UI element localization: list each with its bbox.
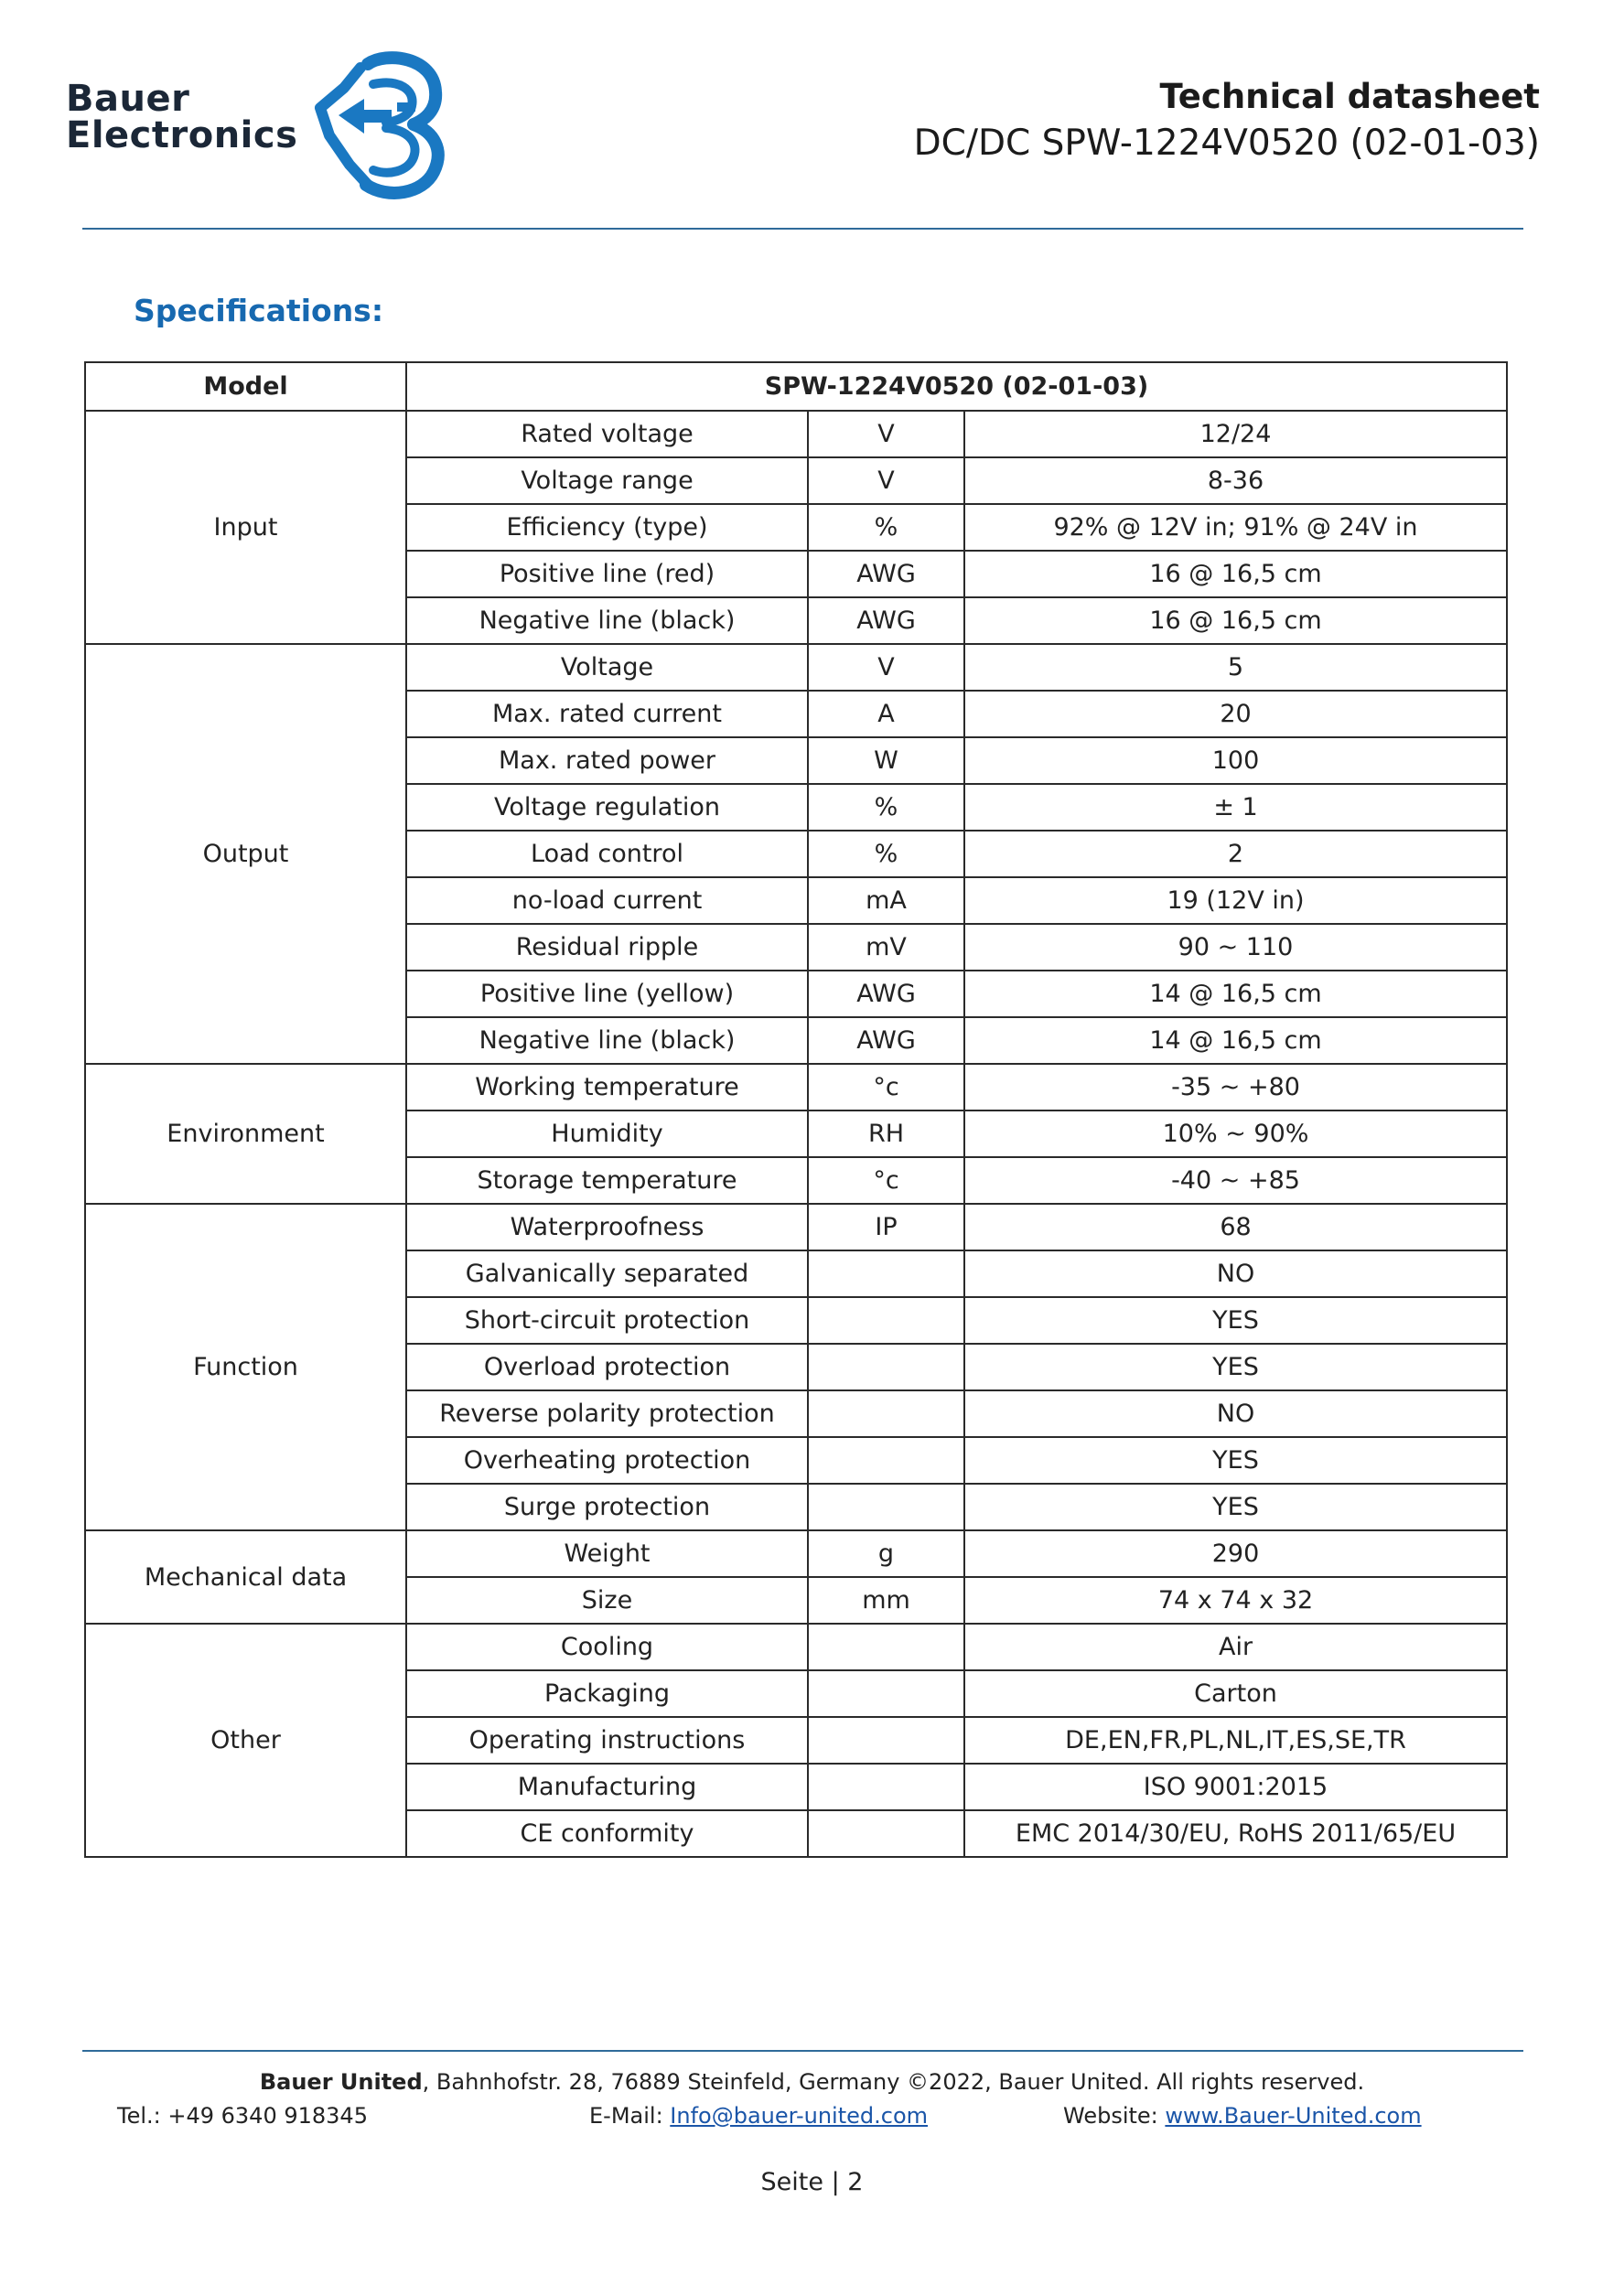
unit-cell (808, 1344, 964, 1390)
parameter-cell: Residual ripple (406, 924, 808, 971)
parameter-cell: Load control (406, 831, 808, 877)
parameter-cell: Short-circuit protection (406, 1297, 808, 1344)
group-cell: Environment (85, 1064, 406, 1204)
value-cell: 14 @ 16,5 cm (964, 1017, 1507, 1064)
unit-cell: % (808, 831, 964, 877)
value-cell: ISO 9001:2015 (964, 1764, 1507, 1810)
value-cell: 16 @ 16,5 cm (964, 597, 1507, 644)
logo-wordmark (66, 80, 297, 154)
parameter-cell: Overheating protection (406, 1437, 808, 1484)
value-cell: -40 ~ +85 (964, 1157, 1507, 1204)
value-cell: YES (964, 1484, 1507, 1530)
value-cell: 74 x 74 x 32 (964, 1577, 1507, 1624)
parameter-cell: no-load current (406, 877, 808, 924)
value-cell: Air (964, 1624, 1507, 1670)
company-logo (66, 48, 450, 203)
table-row (85, 1624, 1507, 1670)
parameter-cell: Voltage regulation (406, 784, 808, 831)
footer-telephone: Tel.: +49 6340 918345 (117, 2103, 368, 2129)
unit-cell: °c (808, 1064, 964, 1110)
footer-website (1063, 2103, 1422, 2129)
parameter-cell: Positive line (red) (406, 551, 808, 597)
value-cell: NO (964, 1390, 1507, 1437)
parameter-cell: Surge protection (406, 1484, 808, 1530)
parameter-cell: Reverse polarity protection (406, 1390, 808, 1437)
unit-cell: V (808, 457, 964, 504)
parameter-cell: Manufacturing (406, 1764, 808, 1810)
table-row (85, 1064, 1507, 1110)
value-cell: -35 ~ +80 (964, 1064, 1507, 1110)
footer-website-link[interactable]: www.Bauer-United.com (1165, 2103, 1422, 2129)
value-cell: YES (964, 1344, 1507, 1390)
unit-cell: % (808, 784, 964, 831)
value-cell: Carton (964, 1670, 1507, 1717)
logo-line-electronics: Electronics (66, 114, 298, 156)
unit-cell: mm (808, 1577, 964, 1624)
unit-cell: % (808, 504, 964, 551)
group-cell: Input (85, 411, 406, 644)
parameter-cell: Storage temperature (406, 1157, 808, 1204)
parameter-cell: Waterproofness (406, 1204, 808, 1250)
page-number: Seite | 2 (760, 2168, 864, 2196)
parameter-cell: Max. rated current (406, 691, 808, 737)
parameter-cell: Working temperature (406, 1064, 808, 1110)
footer-website-label: Website: (1063, 2103, 1166, 2129)
parameter-cell: Rated voltage (406, 411, 808, 457)
parameter-cell: Size (406, 1577, 808, 1624)
section-title: Specifications: (134, 293, 384, 328)
unit-cell: °c (808, 1157, 964, 1204)
value-cell: 16 @ 16,5 cm (964, 551, 1507, 597)
unit-cell: A (808, 691, 964, 737)
value-cell: 92% @ 12V in; 91% @ 24V in (964, 504, 1507, 551)
group-cell: Output (85, 644, 406, 1064)
value-cell: 12/24 (964, 411, 1507, 457)
value-cell: 68 (964, 1204, 1507, 1250)
table-header-row (85, 362, 1507, 411)
value-cell: YES (964, 1437, 1507, 1484)
table-row (85, 1204, 1507, 1250)
unit-cell: AWG (808, 597, 964, 644)
parameter-cell: Negative line (black) (406, 597, 808, 644)
parameter-cell: CE conformity (406, 1810, 808, 1857)
unit-cell (808, 1670, 964, 1717)
specifications-body (85, 411, 1507, 1857)
group-cell: Function (85, 1204, 406, 1530)
value-cell: 10% ~ 90% (964, 1110, 1507, 1157)
value-cell: 8-36 (964, 457, 1507, 504)
table-row (85, 411, 1507, 457)
parameter-cell: Operating instructions (406, 1717, 808, 1764)
footer-address (0, 2069, 1624, 2095)
unit-cell (808, 1764, 964, 1810)
value-cell: 19 (12V in) (964, 877, 1507, 924)
document-title: Technical datasheet (1159, 77, 1540, 116)
unit-cell: AWG (808, 971, 964, 1017)
unit-cell (808, 1717, 964, 1764)
parameter-cell: Max. rated power (406, 737, 808, 784)
unit-cell: AWG (808, 1017, 964, 1064)
unit-cell: AWG (808, 551, 964, 597)
value-cell: NO (964, 1250, 1507, 1297)
parameter-cell: Cooling (406, 1624, 808, 1670)
value-cell: 20 (964, 691, 1507, 737)
unit-cell (808, 1484, 964, 1530)
value-cell: 2 (964, 831, 1507, 877)
parameter-cell: Voltage range (406, 457, 808, 504)
table-row (85, 644, 1507, 691)
value-cell: 90 ~ 110 (964, 924, 1507, 971)
logo-line-bauer: Bauer (66, 78, 190, 120)
parameter-cell: Voltage (406, 644, 808, 691)
footer-address-text: , Bahnhofstr. 28, 76889 Steinfeld, Germany ©2022, Bauer United. All rights reserved. (422, 2069, 1365, 2095)
group-cell: Mechanical data (85, 1530, 406, 1624)
unit-cell: mV (808, 924, 964, 971)
unit-cell (808, 1810, 964, 1857)
parameter-cell: Packaging (406, 1670, 808, 1717)
unit-cell (808, 1437, 964, 1484)
footer-email-label: E-Mail: (589, 2103, 671, 2129)
unit-cell: mA (808, 877, 964, 924)
unit-cell: g (808, 1530, 964, 1577)
unit-cell (808, 1390, 964, 1437)
footer-divider (82, 2050, 1523, 2052)
value-cell: 100 (964, 737, 1507, 784)
group-cell: Other (85, 1624, 406, 1857)
unit-cell: V (808, 644, 964, 691)
unit-cell: RH (808, 1110, 964, 1157)
model-header-cell: Model (85, 362, 406, 411)
value-cell: EMC 2014/30/EU, RoHS 2011/65/EU (964, 1810, 1507, 1857)
unit-cell: V (808, 411, 964, 457)
value-cell: 5 (964, 644, 1507, 691)
specifications-table (84, 361, 1508, 1858)
parameter-cell: Weight (406, 1530, 808, 1577)
value-cell: YES (964, 1297, 1507, 1344)
footer-company: Bauer United (259, 2069, 423, 2095)
document-subtitle: DC/DC SPW-1224V0520 (02-01-03) (913, 123, 1540, 164)
parameter-cell: Negative line (black) (406, 1017, 808, 1064)
model-value-cell: SPW-1224V0520 (02-01-03) (406, 362, 1507, 411)
header-divider (82, 228, 1523, 230)
table-row (85, 1530, 1507, 1577)
unit-cell (808, 1250, 964, 1297)
value-cell: 14 @ 16,5 cm (964, 971, 1507, 1017)
value-cell: DE,EN,FR,PL,NL,IT,ES,SE,TR (964, 1717, 1507, 1764)
parameter-cell: Galvanically separated (406, 1250, 808, 1297)
parameter-cell: Humidity (406, 1110, 808, 1157)
unit-cell: W (808, 737, 964, 784)
unit-cell (808, 1297, 964, 1344)
unit-cell: IP (808, 1204, 964, 1250)
parameter-cell: Efficiency (type) (406, 504, 808, 551)
footer-email (589, 2103, 928, 2129)
logo-b-emblem-icon (296, 48, 452, 203)
parameter-cell: Positive line (yellow) (406, 971, 808, 1017)
footer-email-link[interactable]: Info@bauer-united.com (670, 2103, 929, 2129)
parameter-cell: Overload protection (406, 1344, 808, 1390)
value-cell: 290 (964, 1530, 1507, 1577)
value-cell: ± 1 (964, 784, 1507, 831)
unit-cell (808, 1624, 964, 1670)
